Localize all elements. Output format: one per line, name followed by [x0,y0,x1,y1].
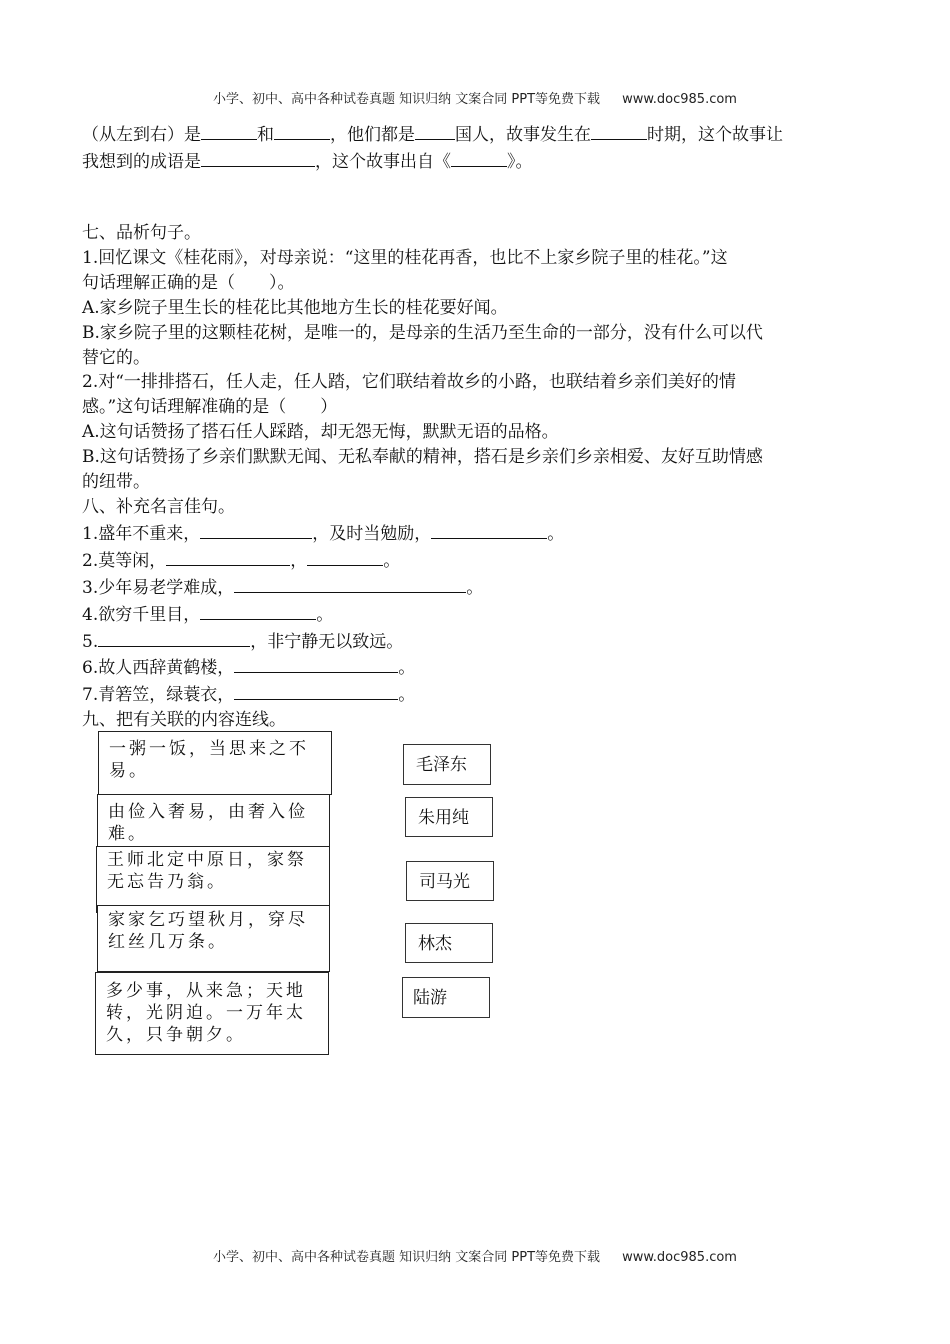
answer-blank[interactable] [98,628,250,647]
section-7 [82,221,872,733]
text-line: B.家乡院子里的这颗桂花树，是唯一的，是母亲的生活乃至生命的一部分，没有什么可以代 [82,322,763,343]
name-box[interactable]: 司马光 [406,861,494,901]
quote-item [82,601,872,628]
item-text: 。 [398,685,416,706]
text-line: 1.回忆课文《桂花雨》，对母亲说：“这里的桂花再香，也比不上家乡院子里的桂花。”这 [82,247,728,268]
footer-url: www.doc985.com [622,1250,737,1265]
quote-box[interactable]: 由俭入奢易，由奢入俭难。 [97,794,330,861]
item-text: ，及时当勉励， [312,523,432,544]
item-text: 。 [398,658,416,679]
answer-blank[interactable] [451,148,507,167]
text-line: B.这句话赞扬了乡亲们默默无闻、无私奉献的精神，搭石是乡亲们乡亲相爱、友好互助情感 [82,447,763,468]
footer-text: 小学、初中、高中各种试卷真题 知识归纳 文案合同 PPT等免费下载 [213,1250,601,1265]
item-text: 。 [466,577,484,598]
quote-item [82,547,872,574]
item-text: 5. [82,631,99,652]
item-text: 。 [547,523,565,544]
intro-text: 和 [257,125,274,145]
item-text: 。 [383,550,401,571]
item-text: 7.青箬笠，绿蓑衣， [82,685,235,706]
section-title: 八、补充名言佳句。 [82,496,235,517]
answer-blank[interactable] [166,547,290,566]
answer-blank[interactable] [307,547,383,566]
intro-question [82,121,872,175]
quote-text: 王师北定中原日，家祭无忘告乃翁。 [107,850,307,892]
text-line: A.家乡院子里生长的桂花比其他地方生长的桂花要好闻。 [82,297,508,318]
text-line: A.这句话赞扬了搭石任人踩踏，却无怨无悔，默默无语的品格。 [82,422,559,443]
intro-text: 》。 [507,151,533,172]
quote-box[interactable] [96,846,330,913]
page-footer [0,1246,950,1265]
item-text: 6.故人西辞黄鹤楼， [82,658,235,679]
quote-item [82,520,872,547]
item-text: 2.莫等闲， [82,550,167,571]
answer-blank[interactable] [234,654,398,673]
intro-text: ，这个故事出自《 [315,151,451,172]
intro-text: 我想到的成语是 [82,151,201,172]
intro-text: 国人，故事发生在 [455,125,591,145]
quote-box[interactable]: 家家乞巧望秋月，穿尽红丝几万条。 [97,905,330,972]
text-line: 句话理解正确的是（ ）。 [82,272,295,293]
item-text: 1.盛年不重来， [82,523,201,544]
answer-blank[interactable] [200,601,316,620]
answer-blank[interactable] [201,121,257,140]
text-line: 的纽带。 [82,472,150,493]
section-title: 九、把有关联的内容连线。 [82,710,286,731]
answer-blank[interactable] [234,574,466,593]
answer-blank[interactable] [200,520,312,539]
answer-blank[interactable] [431,520,547,539]
name-box[interactable]: 毛泽东 [403,744,491,785]
answer-blank[interactable] [234,681,398,700]
intro-text: （从左到右）是 [82,125,201,145]
answer-blank[interactable] [274,121,330,140]
text-line: 替它的。 [82,347,150,368]
intro-text: ，他们都是 [330,125,415,145]
item-text: ， [290,550,308,571]
text-line: 感。”这句话理解准确的是（ ） [82,397,338,418]
quote-item [82,681,872,708]
quote-box[interactable]: 一粥一饭，当思来之不易。 [98,731,332,795]
name-box[interactable]: 林杰 [405,923,493,963]
quote-item [82,654,872,681]
answer-blank[interactable] [201,148,315,167]
quote-box[interactable]: 多少事，从来急；天地转，光阴迫。一万年太久，只争朝夕。 [95,972,329,1055]
page-header [0,88,950,107]
intro-text: 时期，这个故事让 [647,125,783,145]
item-text: 4.欲穷千里目， [82,604,201,625]
item-text: 。 [316,604,334,625]
name-box[interactable]: 朱用纯 [405,797,493,837]
quote-item [82,574,872,601]
header-url: www.doc985.com [622,92,737,107]
quote-item [82,628,872,655]
answer-blank[interactable] [415,121,455,140]
section-title: 七、品析句子。 [82,223,201,243]
answer-blank[interactable] [591,121,647,140]
text-line: 2.对“一排排搭石，任人走，任人踏，它们联结着故乡的小路，也联结着乡亲们美好的情 [82,372,736,393]
item-text: 3.少年易老学难成， [82,577,235,598]
header-text: 小学、初中、高中各种试卷真题 知识归纳 文案合同 PPT等免费下载 [213,92,601,107]
name-box[interactable]: 陆游 [402,977,490,1018]
item-text: ，非宁静无以致远。 [250,631,404,652]
